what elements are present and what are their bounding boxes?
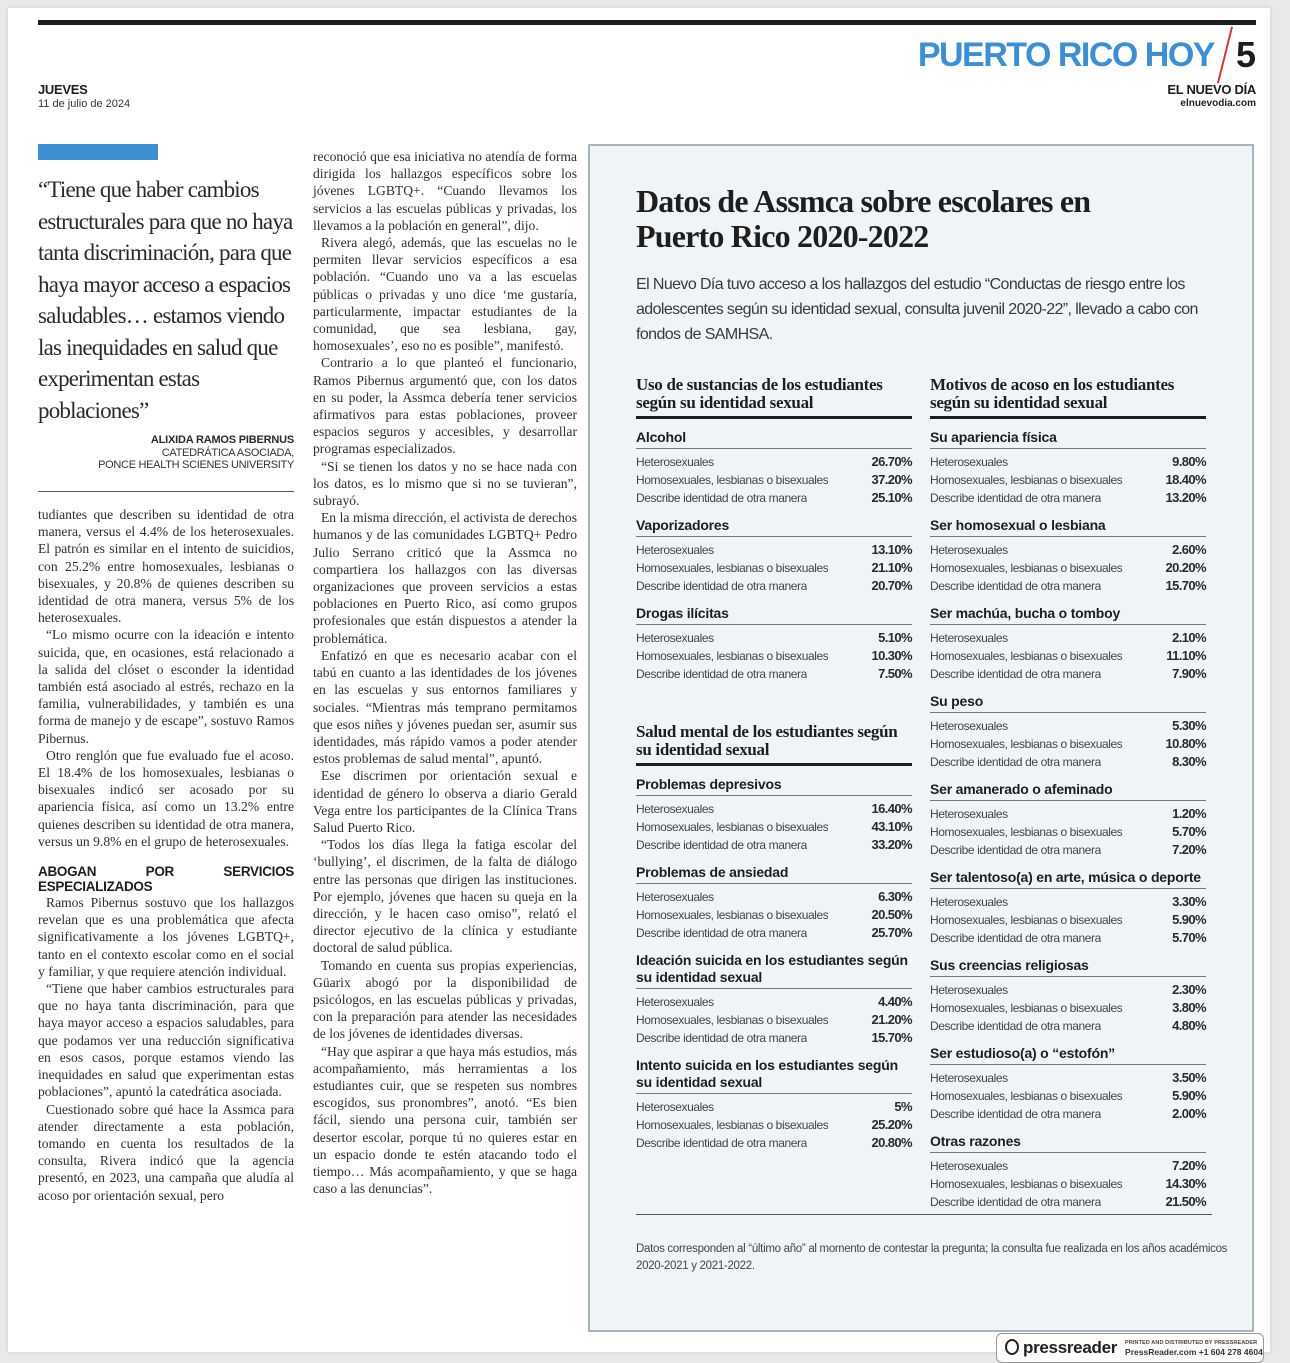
- category-title: Ser estudioso(a) o “estofón”: [930, 1045, 1206, 1065]
- stat-value: 7.50%: [878, 666, 912, 681]
- group-title: Salud mental de los estudiantes según su identidad sexual: [636, 723, 912, 766]
- stat-label: Homosexuales, lesbianas o bisexuales: [930, 825, 1123, 839]
- paragraph: Enfatizó en que es necesario acabar con el tabú en cuanto a las identidades de los jóvenes en las escuelas y sus entornos familiares y sociales. “Mientras más temprano permitamos que esos niñes y jóvenes puedan ser, asumir sus identidades, más rápido vamos a poder atender estos problemas de salud mental”, apuntó.: [313, 647, 577, 767]
- stat-row: [636, 906, 912, 924]
- stat-row: [930, 1069, 1206, 1087]
- stat-row: [930, 999, 1206, 1017]
- stat-row: [636, 1116, 912, 1134]
- stat-label: Describe identidad de otra manera: [636, 926, 807, 940]
- stat-row: [636, 665, 912, 683]
- stat-row: [930, 841, 1206, 859]
- paragraph: “Todos los días llega la fatiga escolar del ‘bullying’, el discrimen, de la falta de diálogo entre las personas que dirigen las instituciones. Por ejemplo, jóvenes que hacen su queja en la dirección, y le hacen caso omiso”, relató el director ejecutivo de la clínica y estudiante doctoral de salud pública.: [313, 837, 577, 956]
- infobox-left-column: [636, 376, 912, 1154]
- category-title: Sus creencias religiosas: [930, 957, 1206, 977]
- group-mental-health: [636, 723, 912, 1154]
- category-rows: [636, 537, 912, 597]
- stat-value: 2.10%: [1172, 630, 1206, 645]
- stat-label: Describe identidad de otra manera: [636, 1031, 807, 1045]
- stat-label: Homosexuales, lesbianas o bisexuales: [636, 908, 829, 922]
- stat-label: Heterosexuales: [930, 455, 1008, 469]
- stat-value: 8.30%: [1172, 754, 1206, 769]
- group-title: Motivos de acoso en los estudiantes según su identidad sexual: [930, 376, 1206, 419]
- stat-label: Heterosexuales: [930, 1159, 1008, 1173]
- group-substances: [636, 376, 912, 685]
- subheading: ABOGAN POR SERVICIOS ESPECIALIZADOS: [38, 864, 294, 895]
- category-rows: [930, 801, 1206, 861]
- stat-label: Homosexuales, lesbianas o bisexuales: [930, 561, 1123, 575]
- stat-row: [636, 818, 912, 836]
- stat-label: Homosexuales, lesbianas o bisexuales: [930, 913, 1123, 927]
- stat-row: [930, 717, 1206, 735]
- category-title: Vaporizadores: [636, 517, 912, 537]
- divider: [38, 491, 294, 492]
- stat-label: Heterosexuales: [636, 631, 714, 645]
- category-title: Ser homosexual o lesbiana: [930, 517, 1206, 537]
- stat-label: Homosexuales, lesbianas o bisexuales: [636, 561, 829, 575]
- stat-row: [636, 1098, 912, 1116]
- category-rows: [636, 884, 912, 944]
- stat-value: 20.50%: [871, 907, 912, 922]
- stat-label: Homosexuales, lesbianas o bisexuales: [930, 649, 1123, 663]
- stat-row: [930, 1017, 1206, 1035]
- category-title: Ser machúa, bucha o tomboy: [930, 605, 1206, 625]
- stat-label: Heterosexuales: [636, 802, 714, 816]
- stat-label: Heterosexuales: [930, 895, 1008, 909]
- page-number: 5: [1235, 34, 1256, 75]
- pressreader-contact: PressReader.com +1 604 278 4604: [1125, 1346, 1263, 1357]
- infobox-intro: El Nuevo Día tuvo acceso a los hallazgos del estudio “Conductas de riesgo entre los adolescentes según su identidad sexual, consulta juvenil 2020-22”, llevado a cabo con fondos de SAMHSA.: [636, 276, 1198, 343]
- category-rows: [930, 889, 1206, 949]
- stat-value: 5.90%: [1172, 1088, 1206, 1103]
- category-title: Problemas de ansiedad: [636, 864, 912, 884]
- infobox-note: Datos corresponden al “último año” al momento de contestar la pregunta; la consulta fue realizada en los años académicos 2020-2021 y 2021-2022.: [636, 1243, 1228, 1272]
- stat-label: Heterosexuales: [636, 890, 714, 904]
- category-rows: [930, 713, 1206, 773]
- stat-value: 2.00%: [1172, 1106, 1206, 1121]
- stat-label: Describe identidad de otra manera: [930, 1195, 1101, 1209]
- stat-label: Heterosexuales: [930, 983, 1008, 997]
- stat-label: Heterosexuales: [636, 543, 714, 557]
- stat-value: 6.30%: [878, 889, 912, 904]
- stat-value: 26.70%: [871, 454, 912, 469]
- stat-value: 15.70%: [871, 1030, 912, 1045]
- stat-value: 25.10%: [871, 490, 912, 505]
- pull-quote: “Tiene que haber cambios estructurales para que no haya tanta discriminación, para que haya mayor acceso a espacios saludables… estamos viendo las inequidades en salud que experimentan estas poblaciones”: [38, 177, 293, 423]
- category-rows: [636, 796, 912, 856]
- stat-row: [636, 577, 912, 595]
- paragraph: reconoció que esa iniciativa no atendía de forma dirigida los hallazgos específicos sobre los jóvenes LGBTQ+. “Cuando llevamos los servicios a las escuelas públicas y privadas, los llevamos a la población en general”, dijo.: [313, 149, 577, 233]
- stat-row: [930, 753, 1206, 771]
- category-title: Su peso: [930, 693, 1206, 713]
- stat-label: Homosexuales, lesbianas o bisexuales: [636, 820, 829, 834]
- stat-row: [930, 629, 1206, 647]
- stat-row: [930, 823, 1206, 841]
- top-rule: [38, 20, 1256, 25]
- stat-label: Heterosexuales: [930, 719, 1008, 733]
- stat-value: 3.80%: [1172, 1000, 1206, 1015]
- stat-label: Describe identidad de otra manera: [930, 1019, 1101, 1033]
- stat-row: [636, 629, 912, 647]
- data-infobox: [588, 144, 1254, 1332]
- stat-label: Describe identidad de otra manera: [930, 755, 1101, 769]
- stat-value: 10.30%: [871, 648, 912, 663]
- stat-row: [930, 1175, 1206, 1193]
- stat-label: Heterosexuales: [930, 1071, 1008, 1085]
- quote-role: CATEDRÁTICA ASOCIADA,: [161, 447, 294, 459]
- category-title: Ser amanerado o afeminado: [930, 781, 1206, 801]
- stat-value: 7.20%: [1172, 842, 1206, 857]
- stat-label: Heterosexuales: [636, 995, 714, 1009]
- stat-value: 5.90%: [1172, 912, 1206, 927]
- stat-value: 1.20%: [1172, 806, 1206, 821]
- category-rows: [636, 989, 912, 1049]
- stat-value: 5.10%: [878, 630, 912, 645]
- stat-label: Heterosexuales: [930, 543, 1008, 557]
- stat-value: 15.70%: [1165, 578, 1206, 593]
- stat-value: 21.50%: [1165, 1194, 1206, 1209]
- category-title: Su apariencia física: [930, 429, 1206, 449]
- stat-value: 20.80%: [871, 1135, 912, 1150]
- article-column-1: [38, 144, 294, 1204]
- category-title: Ser talentoso(a) en arte, música o deporte: [930, 869, 1206, 889]
- paragraph: Rivera alegó, además, que las escuelas no le permiten llevar servicios específicos a esa población. “Cuando uno va a las escuelas públicas o privadas y uno dice ‘me gustaría, particularmente, impactar estudiantes de la comunidad, que sea lesbiana, gay, homosexuales’, eso no es posible”, manifestó.: [313, 235, 577, 354]
- paragraph: En la misma dirección, el activista de derechos humanos y de las comunidades LGBTQ+ Pedro Julio Serrano criticó que la Assmca no compartiera los hallazgos con las diversas organizaciones que proveen servicios a estas poblaciones en Puerto Rico, así como grupos profesionales que están dispuestos a atender la problemática.: [313, 510, 577, 646]
- pressreader-ring-icon: [1005, 1339, 1019, 1355]
- stat-row: [930, 805, 1206, 823]
- stat-value: 4.40%: [878, 994, 912, 1009]
- stat-row: [930, 541, 1206, 559]
- stat-value: 21.10%: [871, 560, 912, 575]
- category-rows: [636, 625, 912, 685]
- category-title: Drogas ilícitas: [636, 605, 912, 625]
- stat-label: Describe identidad de otra manera: [930, 1107, 1101, 1121]
- stat-row: [930, 1087, 1206, 1105]
- group-title: Uso de sustancias de los estudiantes según su identidad sexual: [636, 376, 912, 419]
- quote-affiliation: PONCE HEALTH SCIENES UNIVERSITY: [98, 459, 294, 471]
- newspaper-page: [8, 8, 1270, 1357]
- stat-row: [930, 929, 1206, 947]
- stat-row: [930, 577, 1206, 595]
- stat-value: 18.40%: [1165, 472, 1206, 487]
- section-masthead: [918, 34, 1256, 76]
- quote-author: ALIXIDA RAMOS PIBERNUS: [150, 434, 294, 446]
- stat-row: [636, 924, 912, 942]
- day-name: JUEVES: [38, 82, 88, 97]
- stat-label: Homosexuales, lesbianas o bisexuales: [930, 1177, 1123, 1191]
- paragraph: “Hay que aspirar a que haya más estudios, más acompañamiento, más herramientas a los estudiantes cuir, que se respeten sus nombres escogidos, sus pronombres”, anotó. “Es bien fácil, siendo una persona cuir, también ser desertor escolar, porque tú no quieres estar en un espacio donde te estén atacando todo el tiempo… Más acompañamiento, y que se haga caso a las denuncias”.: [313, 1043, 577, 1197]
- paper-name: EL NUEVO DÍA: [1167, 82, 1256, 97]
- stat-value: 21.20%: [871, 1012, 912, 1027]
- stat-row: [930, 665, 1206, 683]
- paragraph: Tomando en cuenta sus propias experiencias, Güarix abogó por la disponibilidad de psicólogos, en las escuelas públicas y privadas, con la preparación para atender las necesidades de los jóvenes de identidades diversas.: [313, 957, 577, 1042]
- stat-label: Describe identidad de otra manera: [636, 1136, 807, 1150]
- stat-row: [636, 647, 912, 665]
- paragraph: Ese discrimen por orientación sexual e identidad de género lo observa a diario Gerald Vega entre los participantes de la Clínica Trans Salud Puerto Rico.: [313, 768, 577, 835]
- stat-value: 3.50%: [1172, 1070, 1206, 1085]
- stat-label: Describe identidad de otra manera: [636, 579, 807, 593]
- stat-value: 14.30%: [1165, 1176, 1206, 1191]
- stat-row: [930, 489, 1206, 507]
- stat-row: [930, 647, 1206, 665]
- stat-label: Heterosexuales: [930, 631, 1008, 645]
- stat-row: [636, 541, 912, 559]
- stat-value: 5%: [894, 1099, 912, 1114]
- category-rows: [636, 449, 912, 509]
- category-title: Alcohol: [636, 429, 912, 449]
- stat-label: Homosexuales, lesbianas o bisexuales: [930, 737, 1123, 751]
- stat-row: [636, 453, 912, 471]
- category-title: Intento suicida en los estudiantes según su identidad sexual: [636, 1057, 912, 1094]
- pressreader-text: [1125, 1340, 1263, 1357]
- stat-value: 43.10%: [871, 819, 912, 834]
- divider: [636, 1214, 1212, 1215]
- category-title: Otras razones: [930, 1133, 1206, 1153]
- stat-value: 7.20%: [1172, 1158, 1206, 1173]
- pressreader-badge[interactable]: [996, 1333, 1264, 1363]
- stat-value: 9.80%: [1172, 454, 1206, 469]
- stat-row: [930, 893, 1206, 911]
- infobox-header: [636, 184, 1216, 347]
- paragraph: “Tiene que haber cambios estructurales para que no haya tanta discriminación, para que haya mayor acceso a espacios saludables, para que podamos ver una reducción significativa en esos casos, porque estamos viendo las inequidades en salud que experimentan estas poblaciones”, apuntó la catedrática asociada.: [38, 981, 294, 1100]
- article-column-2: [313, 148, 577, 1197]
- stat-label: Heterosexuales: [636, 455, 714, 469]
- paragraph: Ramos Pibernus sostuvo que los hallazgos revelan que es una problemática que afecta significativamente a los jóvenes LGBTQ+, tanto en el contexto escolar como en el social y familiar, y que requiere atención individual.: [38, 895, 294, 979]
- stat-row: [930, 735, 1206, 753]
- stat-row: [636, 1134, 912, 1152]
- stat-row: [930, 1105, 1206, 1123]
- paragraph: Otro renglón que fue evaluado fue el acoso. El 18.4% de los homosexuales, lesbianas o bisexuales indicó ser acosado por su apariencia física, así como un 13.2% entre quienes describen su identidad de otra manera, versus un 9.8% en el grupo de heterosexuales.: [38, 747, 294, 849]
- pressreader-credit: PRINTED AND DISTRIBUTED BY PRESSREADER: [1125, 1339, 1258, 1346]
- stat-value: 5.70%: [1172, 824, 1206, 839]
- category-title: Ideación suicida en los estudiantes según su identidad sexual: [636, 952, 912, 989]
- stat-value: 5.70%: [1172, 930, 1206, 945]
- stat-row: [930, 559, 1206, 577]
- stat-row: [930, 1193, 1206, 1211]
- stat-label: Homosexuales, lesbianas o bisexuales: [636, 649, 829, 663]
- group-bullying: [930, 376, 1206, 1213]
- stat-value: 20.70%: [871, 578, 912, 593]
- stat-label: Describe identidad de otra manera: [930, 931, 1101, 945]
- category-rows: [930, 977, 1206, 1037]
- stat-value: 25.20%: [871, 1117, 912, 1132]
- stat-row: [636, 1029, 912, 1047]
- stat-row: [636, 1011, 912, 1029]
- stat-row: [636, 836, 912, 854]
- category-title: Problemas depresivos: [636, 776, 912, 796]
- stat-value: 37.20%: [871, 472, 912, 487]
- stat-value: 2.30%: [1172, 982, 1206, 997]
- stat-label: Homosexuales, lesbianas o bisexuales: [930, 1001, 1123, 1015]
- paper-url[interactable]: elnuevodia.com: [1180, 98, 1256, 109]
- stat-row: [636, 471, 912, 489]
- section-slash: [1217, 27, 1233, 84]
- stat-row: [930, 453, 1206, 471]
- stat-value: 13.20%: [1165, 490, 1206, 505]
- stat-value: 20.20%: [1165, 560, 1206, 575]
- issue-date: 11 de julio de 2024: [38, 98, 131, 110]
- stat-label: Homosexuales, lesbianas o bisexuales: [930, 473, 1123, 487]
- paragraph: “Lo mismo ocurre con la ideación e intento suicida, que, en ocasiones, está relacionado a la salida del clóset o esconder la identidad también está asociado al estrés, rechazo en la familia, vulnerabilidades, y también es una forma de manejo y de escape”, sostuvo Ramos Pibernus.: [38, 627, 294, 746]
- stat-value: 7.90%: [1172, 666, 1206, 681]
- stat-row: [636, 489, 912, 507]
- stat-value: 33.20%: [871, 837, 912, 852]
- stat-label: Describe identidad de otra manera: [636, 667, 807, 681]
- category-rows: [930, 1153, 1206, 1213]
- stat-label: Describe identidad de otra manera: [636, 838, 807, 852]
- stat-value: 3.30%: [1172, 894, 1206, 909]
- accent-bar: [38, 144, 158, 160]
- stat-row: [930, 911, 1206, 929]
- category-rows: [930, 449, 1206, 509]
- stat-label: Homosexuales, lesbianas o bisexuales: [930, 1089, 1123, 1103]
- pressreader-brand: pressreader: [1023, 1338, 1118, 1357]
- paragraph: Contrario a lo que planteó el funcionario, Ramos Pibernus argumentó que, con los datos en su poder, la Assmca debería tener servicios afirmativos para estas poblaciones, proveer espacios seguros y accesibles, y desarrollar programas especializados.: [313, 355, 577, 457]
- stat-row: [636, 993, 912, 1011]
- stat-value: 16.40%: [871, 801, 912, 816]
- stat-value: 2.60%: [1172, 542, 1206, 557]
- article-column-1-body: [38, 506, 294, 1204]
- stat-label: Describe identidad de otra manera: [636, 491, 807, 505]
- category-rows: [930, 625, 1206, 685]
- infobox-right-column: [930, 376, 1206, 1213]
- stat-row: [636, 559, 912, 577]
- stat-row: [930, 981, 1206, 999]
- stat-value: 5.30%: [1172, 718, 1206, 733]
- stat-value: 4.80%: [1172, 1018, 1206, 1033]
- infobox-footer: [636, 1214, 1236, 1275]
- paragraph: Cuestionado sobre qué hace la Assmca para atender directamente a esta población, tomando en cuenta los resultados de la consulta, Rivera indicó que la agencia presentó, en 2023, una campaña que aludía al acoso por orientación sexual, pero: [38, 1101, 294, 1203]
- stat-label: Describe identidad de otra manera: [930, 667, 1101, 681]
- stat-label: Heterosexuales: [930, 807, 1008, 821]
- section-title: PUERTO RICO HOY: [917, 36, 1214, 74]
- pressreader-logo: [1005, 1338, 1117, 1358]
- stat-label: Describe identidad de otra manera: [930, 843, 1101, 857]
- stat-row: [930, 471, 1206, 489]
- stat-value: 11.10%: [1166, 648, 1206, 663]
- paragraph: “Si se tienen los datos y no se hace nada con los datos, es lo mismo que si no se tuvieran”, subrayó.: [313, 458, 577, 509]
- stat-label: Describe identidad de otra manera: [930, 579, 1101, 593]
- category-rows: [930, 537, 1206, 597]
- stat-label: Homosexuales, lesbianas o bisexuales: [636, 473, 829, 487]
- stat-label: Homosexuales, lesbianas o bisexuales: [636, 1013, 829, 1027]
- stat-value: 10.80%: [1165, 736, 1206, 751]
- infobox-title: Datos de Assmca sobre escolares en Puerto Rico 2020-2022: [636, 183, 1091, 254]
- stat-value: 13.10%: [871, 542, 912, 557]
- stat-row: [636, 800, 912, 818]
- category-rows: [636, 1094, 912, 1154]
- stat-label: Describe identidad de otra manera: [930, 491, 1101, 505]
- category-rows: [930, 1065, 1206, 1125]
- paragraph: tudiantes que describen su identidad de otra manera, versus el 4.4% de los heterosexuales. El patrón es similar en el intento de suicidios, con 25.2% entre homosexuales, lesbianas o bisexuales, y 20.8% de quienes describen su identidad de otra manera, versus 5% de los heterosexuales.: [38, 507, 294, 626]
- stat-row: [636, 888, 912, 906]
- stat-label: Homosexuales, lesbianas o bisexuales: [636, 1118, 829, 1132]
- stat-row: [930, 1157, 1206, 1175]
- stat-value: 25.70%: [871, 925, 912, 940]
- stat-label: Heterosexuales: [636, 1100, 714, 1114]
